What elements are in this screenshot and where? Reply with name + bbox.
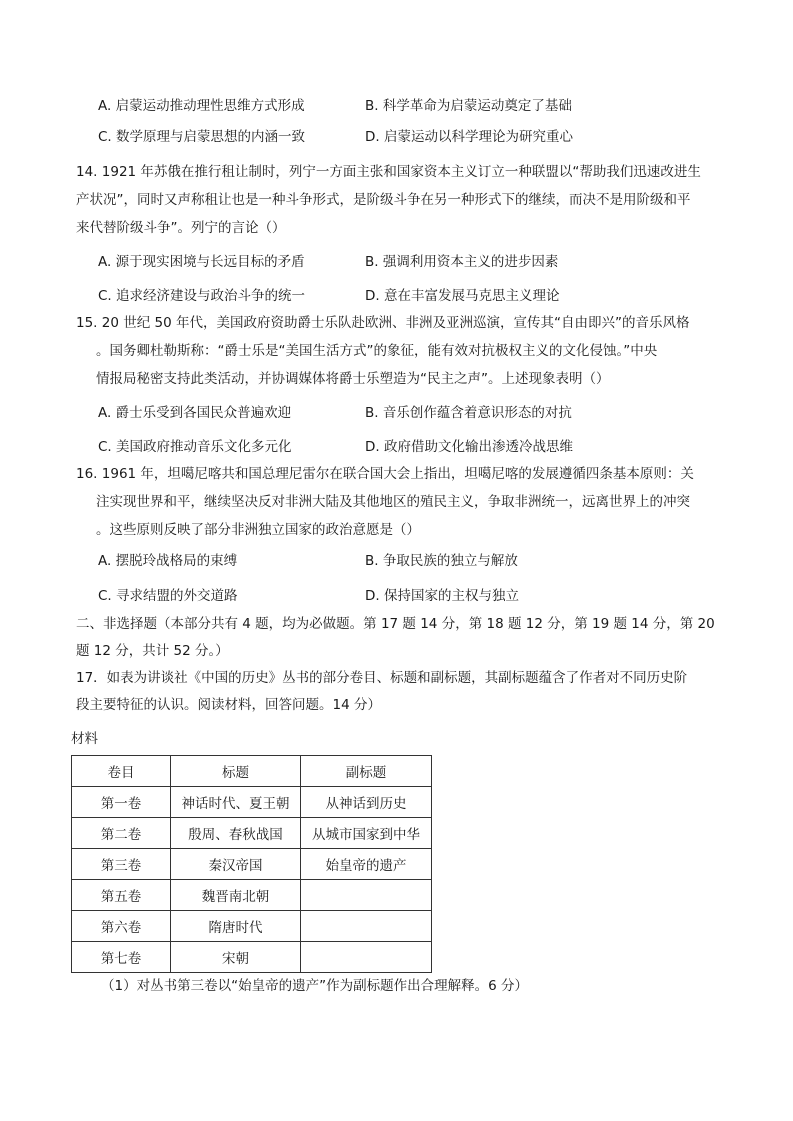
- q13-option-d: D. 启蒙运动以科学理论为研究重心: [365, 129, 573, 145]
- q16-option-a: A. 摆脱玲战格局的束缚: [98, 553, 238, 569]
- q14-stem-line-3: 来代替阶级斗争”。列宁的言论（）: [76, 220, 286, 236]
- q16-stem-line-3: 。这些原则反映了部分非洲独立国家的政治意愿是（）: [96, 522, 420, 538]
- q16-option-b: B. 争取民族的独立与解放: [365, 553, 518, 569]
- q14-option-d: D. 意在丰富发展马克思主义理论: [365, 288, 560, 304]
- table-cell: 从城市国家到中华: [301, 818, 432, 849]
- table-cell: 殷周、春秋战国: [171, 818, 301, 849]
- q14-option-b: B. 强调利用资本主义的进步因素: [365, 254, 559, 270]
- q16-stem-line-2: 注实现世界和平，继续坚决反对非洲大陆及其他地区的殖民主义，争取非洲统一，远离世界上的冲突: [96, 494, 690, 510]
- table-header-row: [72, 756, 432, 787]
- table-cell: 始皇帝的遗产: [301, 849, 432, 880]
- section2-heading-line-2: 题 12 分，共计 52 分。）: [76, 643, 229, 659]
- table-cell: 隋唐时代: [171, 911, 301, 942]
- table-row: [72, 787, 432, 818]
- q15-option-d: D. 政府借助文化输出渗透冷战思维: [365, 439, 573, 455]
- q13-option-c: C. 数学原理与启蒙思想的内涵一致: [98, 129, 306, 145]
- table-cell: 第二卷: [72, 818, 171, 849]
- table-cell: 从神话到历史: [301, 787, 432, 818]
- q17-sub-question-1: （1）对丛书第三卷以“始皇帝的遗产”作为副标题作出合理解释。6 分）: [101, 978, 528, 994]
- material-table: [71, 755, 432, 973]
- table-row: [72, 880, 432, 911]
- table-header-cell: 标题: [171, 756, 301, 787]
- section2-heading-line-1: 二、非选择题（本部分共有 4 题，均为必做题。第 17 题 14 分，第 18 题 12 分，第 19 题 14 分，第 20: [76, 616, 715, 632]
- q17-stem-line-1: 17．如表为讲谈社《中国的历史》丛书的部分卷目、标题和副标题，其副标题蕴含了作者对不同历史阶: [76, 670, 688, 686]
- table-cell: [301, 880, 432, 911]
- table-row: [72, 942, 432, 973]
- q17-stem-line-2: 段主要特征的认识。阅读材料，回答问题。14 分）: [76, 697, 381, 713]
- material-label: 材料: [71, 731, 98, 747]
- table-row: [72, 849, 432, 880]
- table-cell: 宋朝: [171, 942, 301, 973]
- table-cell: 秦汉帝国: [171, 849, 301, 880]
- q15-stem-line-1: 15. 20 世纪 50 年代，美国政府资助爵士乐队赴欧洲、非洲及亚洲巡演，宣传其“自由即兴”的音乐风格: [76, 315, 690, 331]
- table-row: [72, 911, 432, 942]
- table-cell: [301, 942, 432, 973]
- table-cell: 神话时代、夏王朝: [171, 787, 301, 818]
- table-cell: 第一卷: [72, 787, 171, 818]
- q16-option-c: C. 寻求结盟的外交道路: [98, 588, 238, 604]
- table-cell: [301, 911, 432, 942]
- q14-stem-line-2: 产状况”，同时又声称租让也是一种斗争形式，是阶级斗争在另一种形式下的继续，而决不是用阶级和平: [76, 192, 691, 208]
- table-header-cell: 卷目: [72, 756, 171, 787]
- table-cell: 魏晋南北朝: [171, 880, 301, 911]
- q15-option-a: A. 爵士乐受到各国民众普遍欢迎: [98, 405, 292, 421]
- q14-option-a: A. 源于现实困境与长远目标的矛盾: [98, 254, 305, 270]
- q13-option-a: A. 启蒙运动推动理性思维方式形成: [98, 98, 305, 114]
- q16-option-d: D. 保持国家的主权与独立: [365, 588, 519, 604]
- q16-stem-line-1: 16. 1961 年，坦噶尼喀共和国总理尼雷尔在联合国大会上指出，坦噶尼喀的发展遵循四条基本原则：关: [76, 466, 694, 482]
- q15-stem-line-3: 情报局秘密支持此类活动，并协调媒体将爵士乐塑造为“民主之声”。上述现象表明（）: [96, 371, 610, 387]
- table-row: [72, 818, 432, 849]
- q15-stem-line-2: 。国务卿杜勒斯称：“爵士乐是“美国生活方式”的象征，能有效对抗极权主义的文化侵蚀。”中央: [96, 343, 658, 359]
- q13-option-b: B. 科学革命为启蒙运动奠定了基础: [365, 98, 572, 114]
- table-cell: 第五卷: [72, 880, 171, 911]
- table-cell: 第三卷: [72, 849, 171, 880]
- q15-option-b: B. 音乐创作蕴含着意识形态的对抗: [365, 405, 572, 421]
- table-cell: 第七卷: [72, 942, 171, 973]
- table-header-cell: 副标题: [301, 756, 432, 787]
- q14-option-c: C. 追求经济建设与政治斗争的统一: [98, 288, 306, 304]
- table-cell: 第六卷: [72, 911, 171, 942]
- q15-option-c: C. 美国政府推动音乐文化多元化: [98, 439, 292, 455]
- q14-stem-line-1: 14. 1921 年苏俄在推行租让制时，列宁一方面主张和国家资本主义订立一种联盟以“帮助我们迅速改进生: [76, 164, 701, 180]
